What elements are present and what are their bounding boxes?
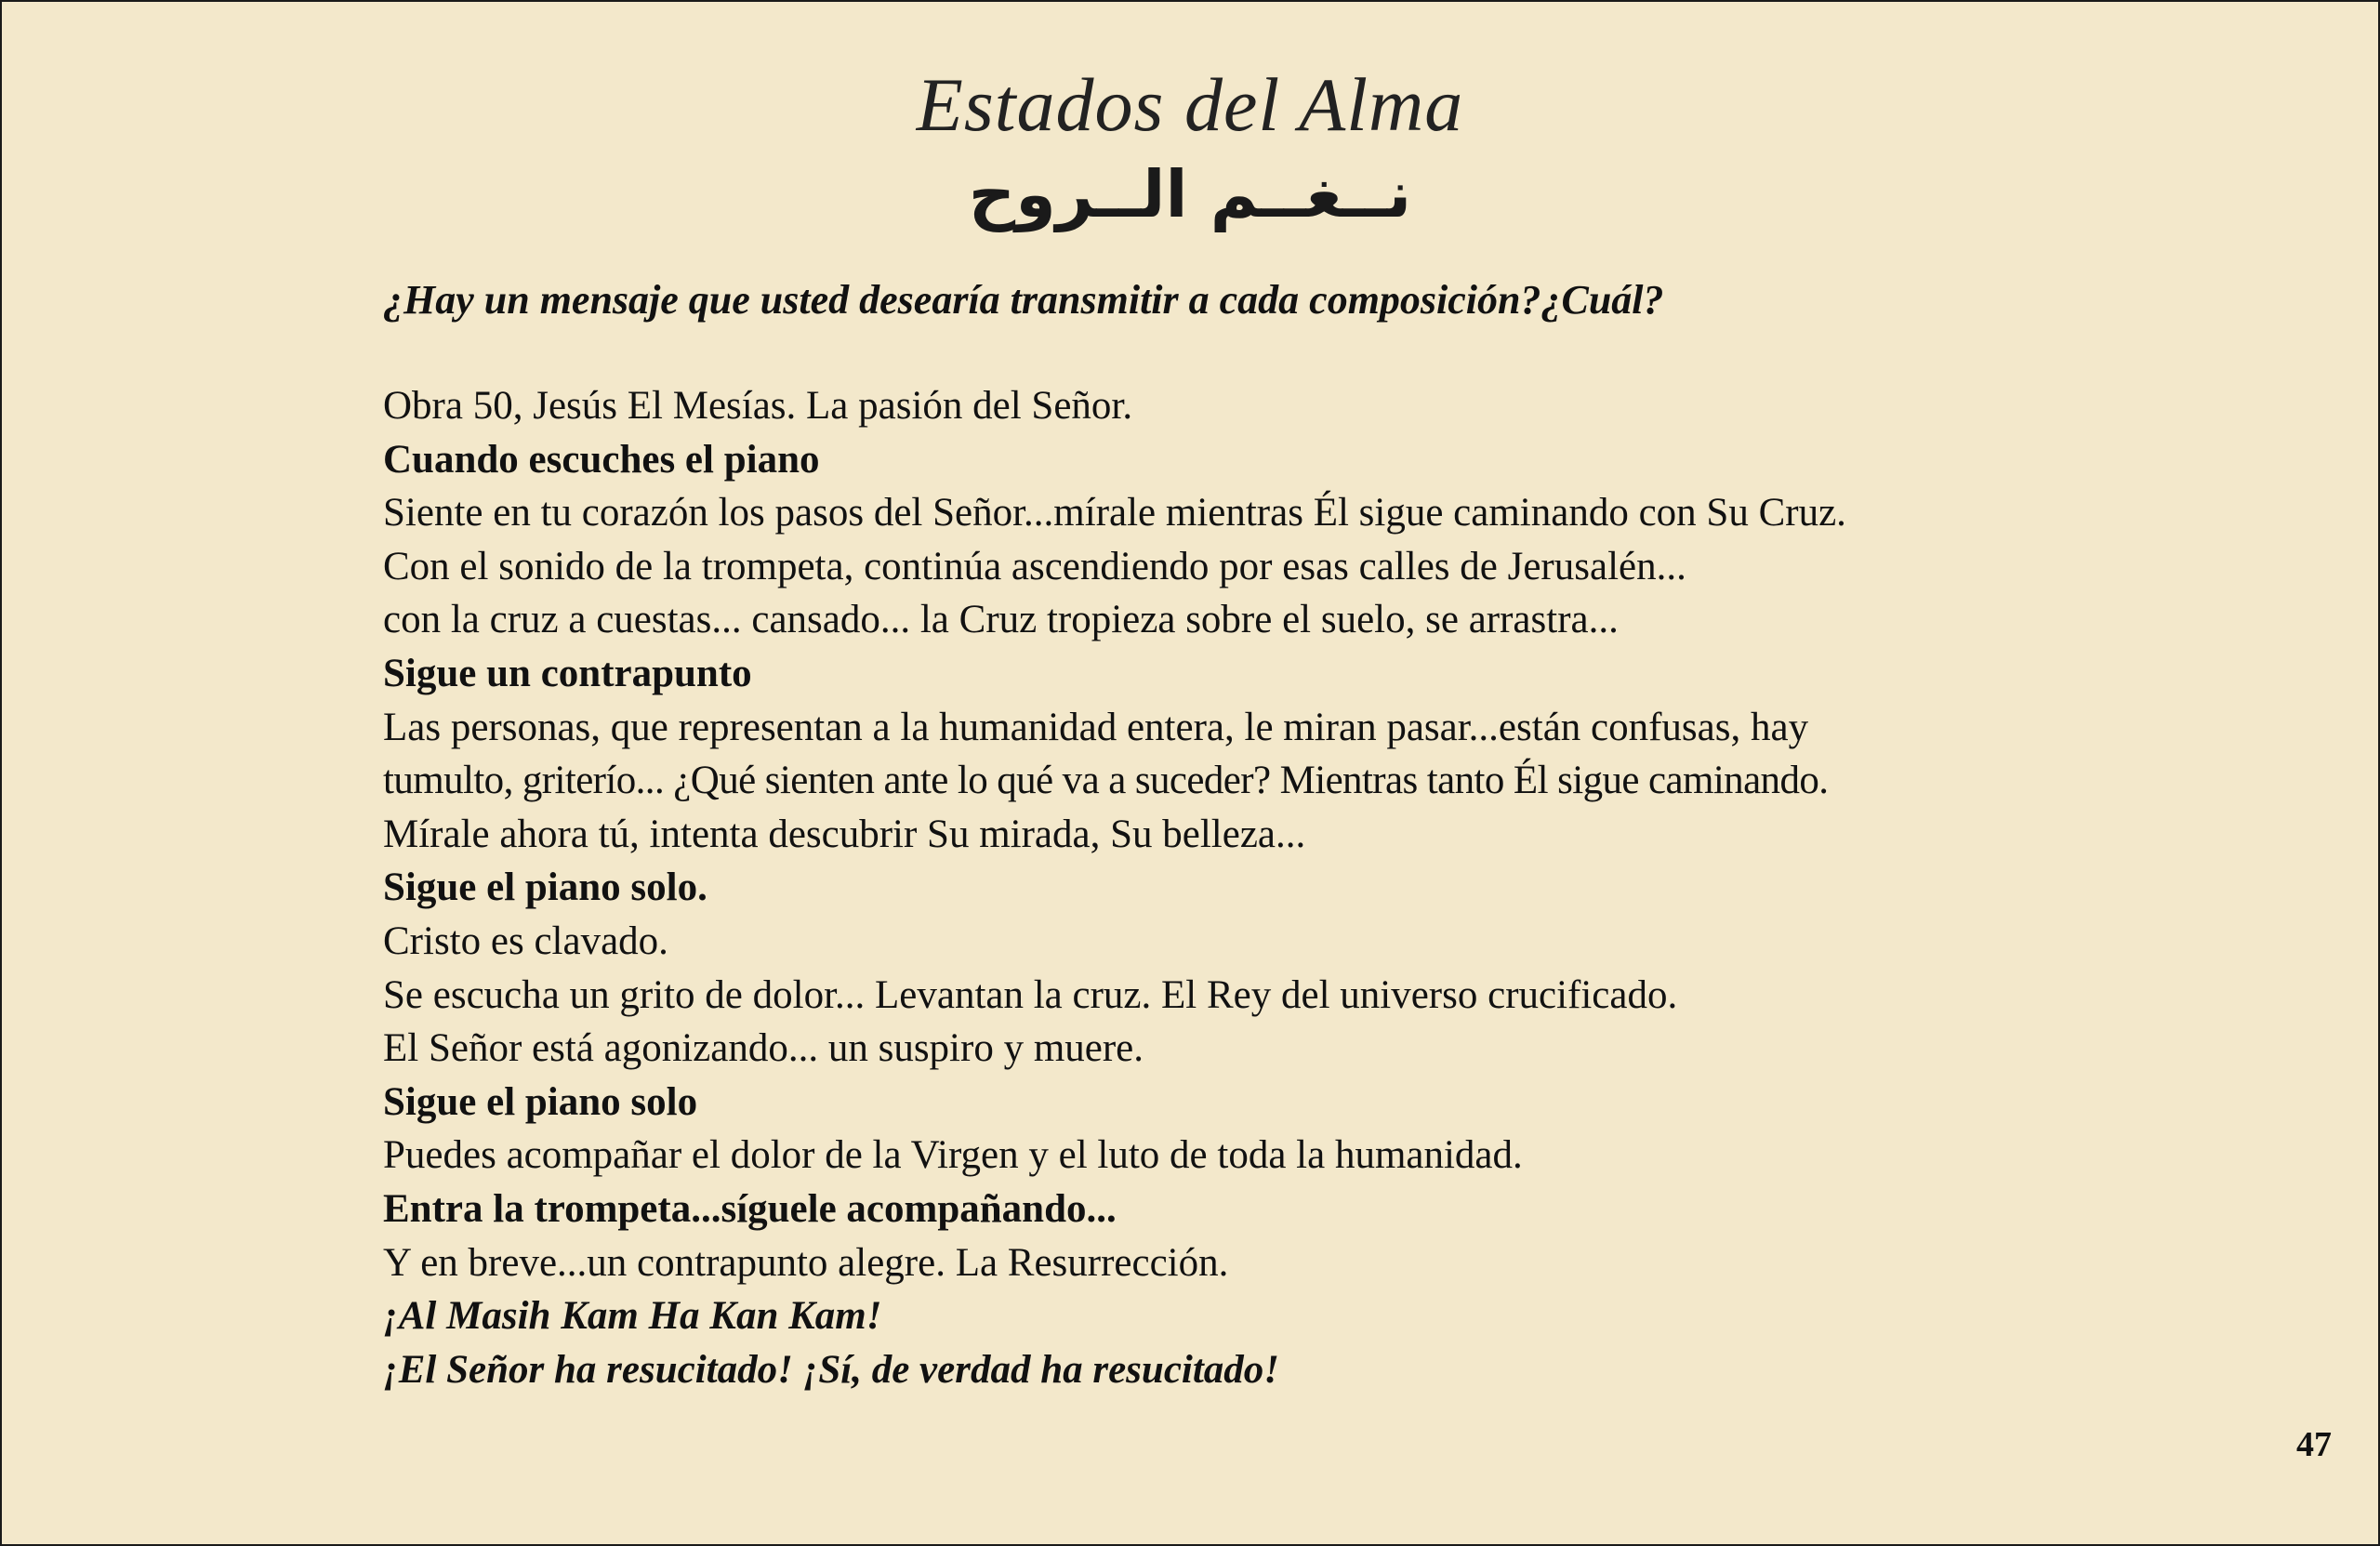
question-heading: ¿Hay un mensaje que usted desearía transmitir a cada composición?¿Cuál? (383, 277, 1664, 323)
text-line: Sigue el piano solo. (383, 865, 707, 910)
text-line: Se escucha un grito de dolor... Levantan la cruz. El Rey del universo crucificado. (383, 972, 1678, 1017)
text-line: El Señor está agonizando... un suspiro y muere. (383, 1026, 1144, 1071)
text-line: con la cruz a cuestas... cansado... la Cruz tropieza sobre el suelo, se arrastra... (383, 598, 1619, 642)
text-line: Sigue un contrapunto (383, 651, 752, 695)
text-line: ¡Al Masih Kam Ha Kan Kam! (383, 1294, 882, 1339)
text-line: Y en breve...un contrapunto alegre. La Resurrección. (383, 1240, 1229, 1285)
text-line: Entra la trompeta...síguele acompañando... (383, 1186, 1117, 1231)
page-number: 47 (2296, 1425, 2332, 1464)
text-line: Cristo es clavado. (383, 918, 668, 963)
text-line: Cuando escuches el piano (383, 437, 820, 482)
arabic-title: نــغــم الــروح (968, 156, 1412, 232)
text-line: Puedes acompañar el dolor de la Virgen y el luto de toda la humanidad. (383, 1133, 1523, 1178)
text-line: Las personas, que representan a la humanidad entera, le miran pasar...están confusas, hay (383, 705, 1809, 749)
body-text (383, 379, 2038, 1396)
page-title: Estados del Alma (916, 62, 1464, 147)
text-line: Mírale ahora tú, intenta descubrir Su mirada, Su belleza... (383, 812, 1306, 856)
text-line: tumulto, griterío... ¿Qué sienten ante lo qué va a suceder? Mientras tanto Él sigue caminando. (383, 759, 1829, 803)
text-line: Con el sonido de la trompeta, continúa ascendiendo por esas calles de Jerusalén... (383, 544, 1686, 588)
text-line: Obra 50, Jesús El Mesías. La pasión del Señor. (383, 384, 1133, 428)
text-line: ¡El Señor ha resucitado! ¡Sí, de verdad ha resucitado! (383, 1347, 1280, 1392)
text-line: Siente en tu corazón los pasos del Señor...mírale mientras Él sigue caminando con Su Cruz. (383, 491, 1846, 535)
text-line: Sigue el piano solo (383, 1079, 698, 1124)
